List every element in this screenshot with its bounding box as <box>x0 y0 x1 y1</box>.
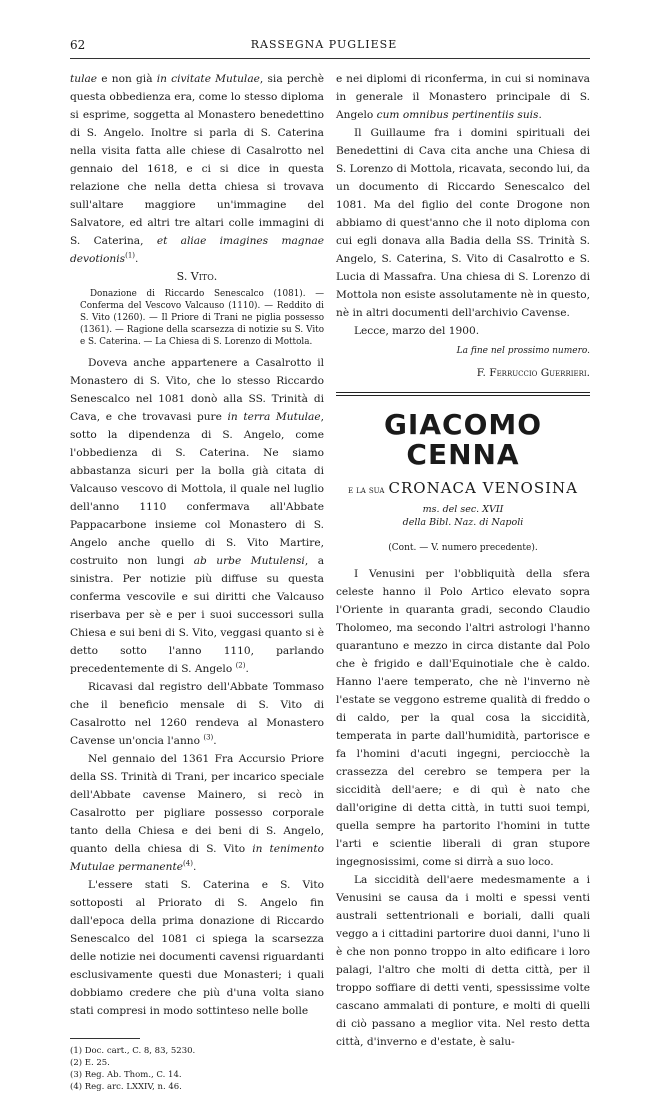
text: , sia perchè questa obbedienza era, come lo stesso diploma si esprime, soggetta al Monastero benedettino di S. Angelo. Inoltre si parla di S. Caterina nella visita fatta alle chiese di Casalrotto nel gennaio del 1618, e ci si dice in questa relazione che nella detta chiesa si trovava sull'altare maggiore un'immagine del Salvatore, ed altri tre altari colle immagini di S. Caterina, <box>70 73 324 247</box>
left-column <box>70 70 324 1093</box>
footnote-ref: (4) <box>183 859 193 868</box>
text: Ricavasi dal registro dell'Abbate Tommaso che il beneficio mensale di S. Vito di Casalrotto nel 1260 rendeva al Monastero Cavense un'oncia l'anno <box>70 681 324 747</box>
footnote: (1) Doc. cart., C. 8, 83, 5230. <box>70 1046 196 1056</box>
footnote-ref: (1) <box>125 251 136 260</box>
italic-text: in tenimento Mutulae permanente <box>70 843 325 873</box>
article-end-rule <box>336 392 590 393</box>
text: . <box>538 109 542 121</box>
section-title: S. Vito. <box>176 270 218 283</box>
text: Doveva anche appartenere a Casalrotto il Monastero di S. Vito, che lo stesso Riccardo Senescalco nel 1081 donò alla SS. Trinità di Cava, e che trovavasi pure <box>70 357 324 423</box>
paragraph <box>70 750 324 876</box>
continuation-note: La fine nel prossimo numero. <box>456 346 590 356</box>
subtitle-small: e la sua <box>348 485 385 496</box>
italic-text: tulae <box>70 73 98 85</box>
paragraph: L'essere stati S. Caterina e S. Vito sottoposti al Priorato di S. Angelo fin dall'epoca della prima donazione di Riccardo Senescalco del 1081 ci spiega la scarsezza delle notizie nei documenti cavensi riguardanti esclusivamente questi due Monasteri; i quali dobbiamo credere che più d'una volta siano stati compresi in modo sottinteso nelle bolle <box>70 879 324 1017</box>
paragraph: Il Guillaume fra i domini spirituali dei Benedettini di Cava cita anche una Chiesa di S. Lorenzo di Mottola, ricavata, secondo lui, da un documento di Riccardo Senescalco del 1081. Ma del figlio del conte Drogone non abbiamo di quest'anno che il noto diploma con cui egli donava alla Badia della SS. Trinità S. Angelo, S. Caterina, S. Vito di Casalrotto e S. Lucia di Massafra. Una chiesa di S. Lorenzo di Mottola non esiste assolutamente nè in questo, nè in altri documenti dell'archivio Cavense. <box>336 127 590 319</box>
italic-text: in civitate Mutulae <box>156 73 260 85</box>
text: . <box>245 663 249 675</box>
page-number: 62 <box>70 38 86 52</box>
text: . <box>213 735 217 747</box>
footnote: (2) E. 25. <box>70 1058 110 1068</box>
section-summary: Donazione di Riccardo Senescalco (1081). — Conferma del Vescovo Valcauso (1110). — Reddito di S. Vito (1260). — Il Priore di Trani ne piglia possesso (1361). — Ragione della scarsezza di notizie su S. Vito e S. Caterina. — La Chiesa di S. Lorenzo di Mottola. <box>80 289 324 347</box>
text: Nel gennaio del 1361 Fra Accursio Priore della SS. Trinità di Trani, per incarico speciale dell'Abbate cavense Mainero, si recò in Casalrotto per pigliare possesso corporale tanto della Chiesa e dei beni di S. Angelo, quanto della chiesa di S. Vito <box>70 753 324 855</box>
subtitle-large: CRONACA VENOSINA <box>388 479 578 497</box>
text: e non già <box>97 73 157 85</box>
manuscript-line: ms. del sec. XVII <box>422 504 504 515</box>
author-signature: F. Ferruccio Guerrieri. <box>476 367 590 379</box>
footnotes <box>70 1045 324 1093</box>
paragraph: La siccidità dell'aere medesmamente a i Venusini se causa da i molti e spessi venti australi settentrionali e boriali, dalli quali veggo a i cittadini partorire duoi danni, l'uno li è che non ponno troppo in alto edificare i loro palagi, l'altro che molti di detta città, per il troppo soffiare di detti venti, spessissime volte cascano ammalati di ponture, e molti di quelli di ciò passano a meglior vita. Nel resto detta città, d'inverno e d'estate, è salu- <box>336 874 590 1048</box>
place-date: Lecce, marzo del 1900. <box>354 325 480 337</box>
footnote-ref: (2) <box>235 661 246 670</box>
article-title: GIACOMO CENNA <box>383 408 543 471</box>
italic-text: cum omnibus pertinentiis suis <box>376 109 539 121</box>
italic-text: ab urbe Mutulensi <box>193 555 305 567</box>
footnote-rule <box>70 1038 140 1039</box>
running-head: RASSEGNA PUGLIESE <box>250 38 398 51</box>
footnote: (3) Reg. Ab. Thom., C. 14. <box>70 1070 182 1080</box>
italic-text: et aliae imagines magnae devotionis <box>70 235 324 265</box>
text: , a sinistra. Per notizie più diffuse su questa conferma vescovile e sui diritti che Valcauso riserbava per sè e per i suoi successori sulla Chiesa e sui beni di S. Vito, veggasi quanto si è detto sotto l'anno 1110, parlando precedentemente di S. Angelo <box>70 555 325 675</box>
article-end-rule-thin <box>336 395 590 396</box>
footnote: (4) Reg. arc. LXXIV, n. 46. <box>70 1082 182 1092</box>
text: . <box>192 861 197 873</box>
text: e nei diplomi di riconferma, in cui si nominava in generale il Monastero principale di S. Angelo <box>336 73 590 121</box>
paragraph <box>70 70 324 268</box>
continuation-line: (Cont. — V. numero precedente). <box>388 543 538 553</box>
footnote-ref: (3) <box>203 733 214 742</box>
text: , sotto la dipendenza di S. Angelo, come l'obbedienza di S. Caterina. Ne siamo abbastanza sicuri per la bolla già citata di Valcauso vescovo di Mottola, il quale nel luglio dell'anno 1110 confermava all'Abbate Pappacarbone insieme col Monastero di S. Angelo anche quello di S. Vito Martire, costruito non lungi <box>70 411 324 567</box>
right-column <box>336 70 590 1051</box>
paragraph <box>70 354 324 678</box>
italic-text: in terra Mutulae <box>227 411 321 423</box>
paragraph <box>336 70 590 124</box>
paragraph <box>70 678 324 750</box>
text: . <box>135 253 139 265</box>
article-subtitle <box>336 476 590 503</box>
library-line: della Bibl. Naz. di Napoli <box>402 517 524 528</box>
paragraph: I Venusini per l'obbliquità della sfera celeste hanno il Polo Artico elevato sopra l'Oriente in quaranta gradi, secondo Claudio Tholomeo, ma secondo l'altri astrologi l'hanno quarantuno e mezzo in circa distante dal Polo che è frigido e dall'Equinotiale che è caldo. Hanno l'aere temperato, che nè l'inverno nè l'estate se veggono estreme qualità di freddo o di caldo, per la qual cosa la siccidità, temperata in parte dall'humidità, partorisce e fa l'homini d'acuti ingegni, perciocchè la crassezza del cerebro se tempera per la siccidità dell'aere; e di quì è nato che dall'origine di detta città, in tutti suoi tempi, quella sempre ha partorito l'homini in tutte l'arti e scientie liberali di gran stupore ingegnosissimi, come si dirrà a suo loco. <box>336 568 590 868</box>
header-rule <box>70 58 590 59</box>
